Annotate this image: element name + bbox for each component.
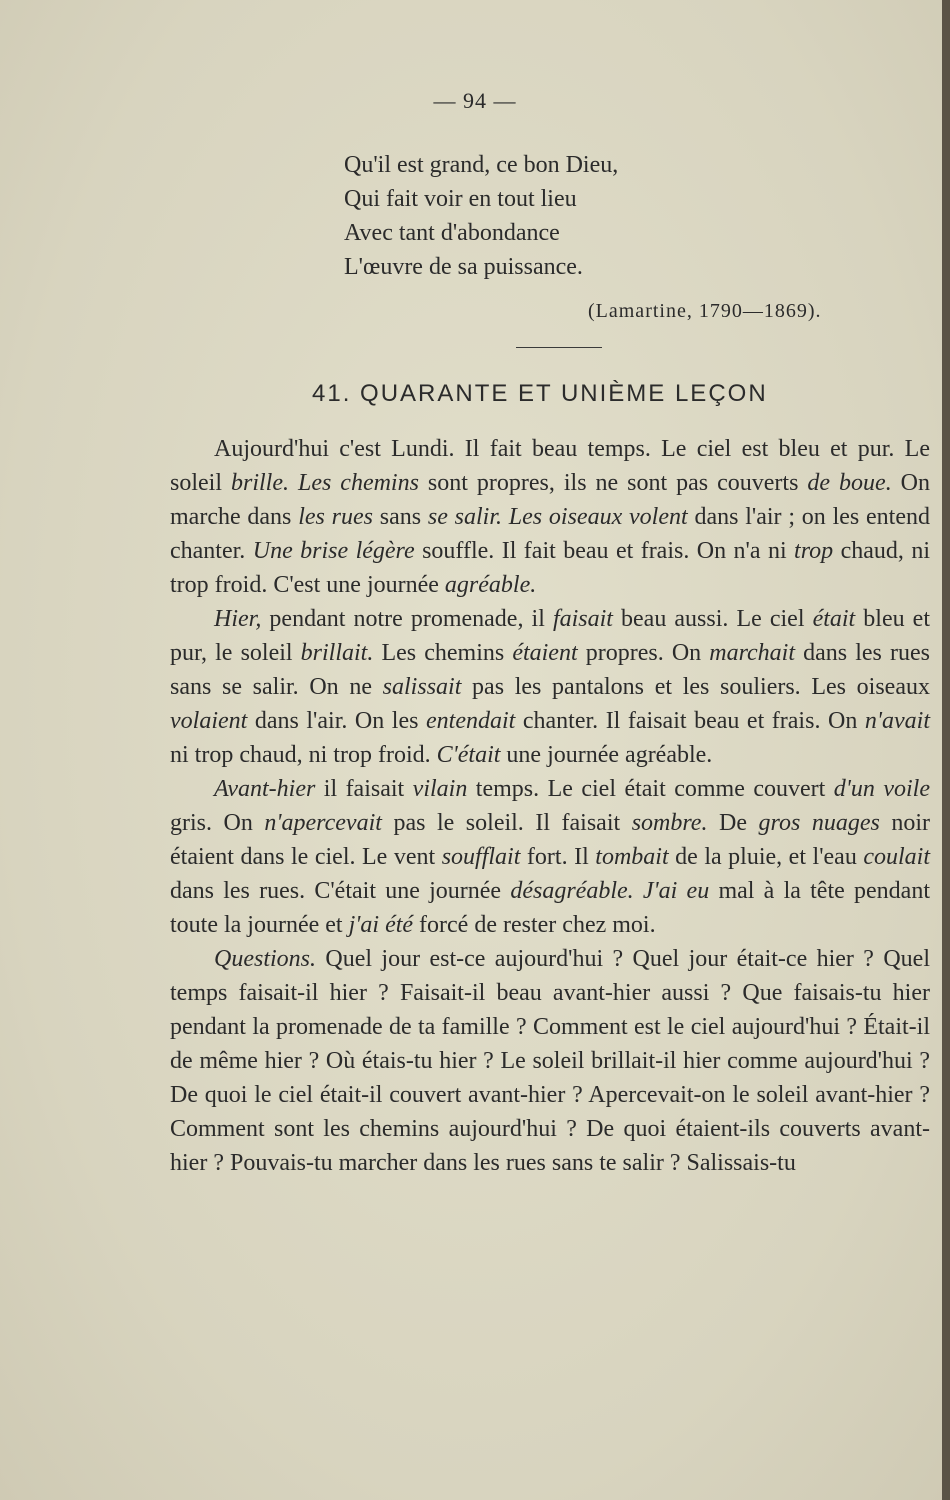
- poem-line: Qu'il est grand, ce bon Dieu,: [344, 152, 619, 178]
- paragraph-day-before-yesterday: Avant-hier il faisait vilain temps. Le ciel était comme couvert d'un voile gris. On n'apercevait pas le soleil. Il faisait sombre. De gros nuages noir étaient dans le ciel. Le vent soufflait fort. Il tombait de la pluie, et l'eau coulait dans les rues. C'était une journée désagréable. J'ai eu mal à la tête pendant toute la journée et j'ai été forcé de rester chez moi.: [170, 776, 931, 938]
- lesson-heading: 41. QUARANTE ET UNIÈME LEÇON: [312, 380, 768, 407]
- poem-line: Avec tant d'abondance: [344, 220, 560, 246]
- paragraph-questions: Questions. Quel jour est-ce aujourd'hui ? Quel jour était-ce hier ? Quel temps faisait-il hier ? Faisait-il beau avant-hier aussi ? Que faisais-tu hier pendant la promenade de ta famille ? Comment est le ciel aujourd'hui ? Était-il de même hier ? Où étais-tu hier ? Le soleil brillait-il hier comme aujourd'hui ? De quoi le ciel était-il couvert avant-hier ? Apercevait-on le soleil avant-hier ? Comment sont les chemins aujourd'hui ? De quoi étaient-ils couverts avant-hier ? Pouvais-tu marcher dans les rues sans te salir ? Salissais-tu: [170, 946, 930, 1176]
- page-number: — 94 —: [433, 88, 517, 113]
- page-edge: [942, 0, 950, 1500]
- poem: [344, 148, 814, 284]
- section-divider: [516, 347, 602, 348]
- lesson-body: [170, 432, 930, 1180]
- paragraph-today: Aujourd'hui c'est Lundi. Il fait beau temps. Le ciel est bleu et pur. Le soleil brille. Les chemins sont propres, ils ne sont pas couverts de boue. On marche dans les rues sans se salir. Les oiseaux volent dans l'air ; on les entend chanter. Une brise légère souffle. Il fait beau et frais. On n'a ni trop chaud, ni trop froid. C'est une journée agréable.: [170, 436, 931, 598]
- poem-attribution: (Lamartine, 1790—1869).: [588, 300, 822, 322]
- poem-line: Qui fait voir en tout lieu: [344, 186, 577, 212]
- paragraph-yesterday: Hier, pendant notre promenade, il faisait beau aussi. Le ciel était bleu et pur, le soleil brillait. Les chemins étaient propres. On marchait dans les rues sans se salir. On ne salissait pas les pantalons et les souliers. Les oiseaux volaient dans l'air. On les entendait chanter. Il faisait beau et frais. On n'avait ni trop chaud, ni trop froid. C'était une journée agréable.: [170, 606, 930, 768]
- poem-line: L'œuvre de sa puissance.: [344, 254, 583, 280]
